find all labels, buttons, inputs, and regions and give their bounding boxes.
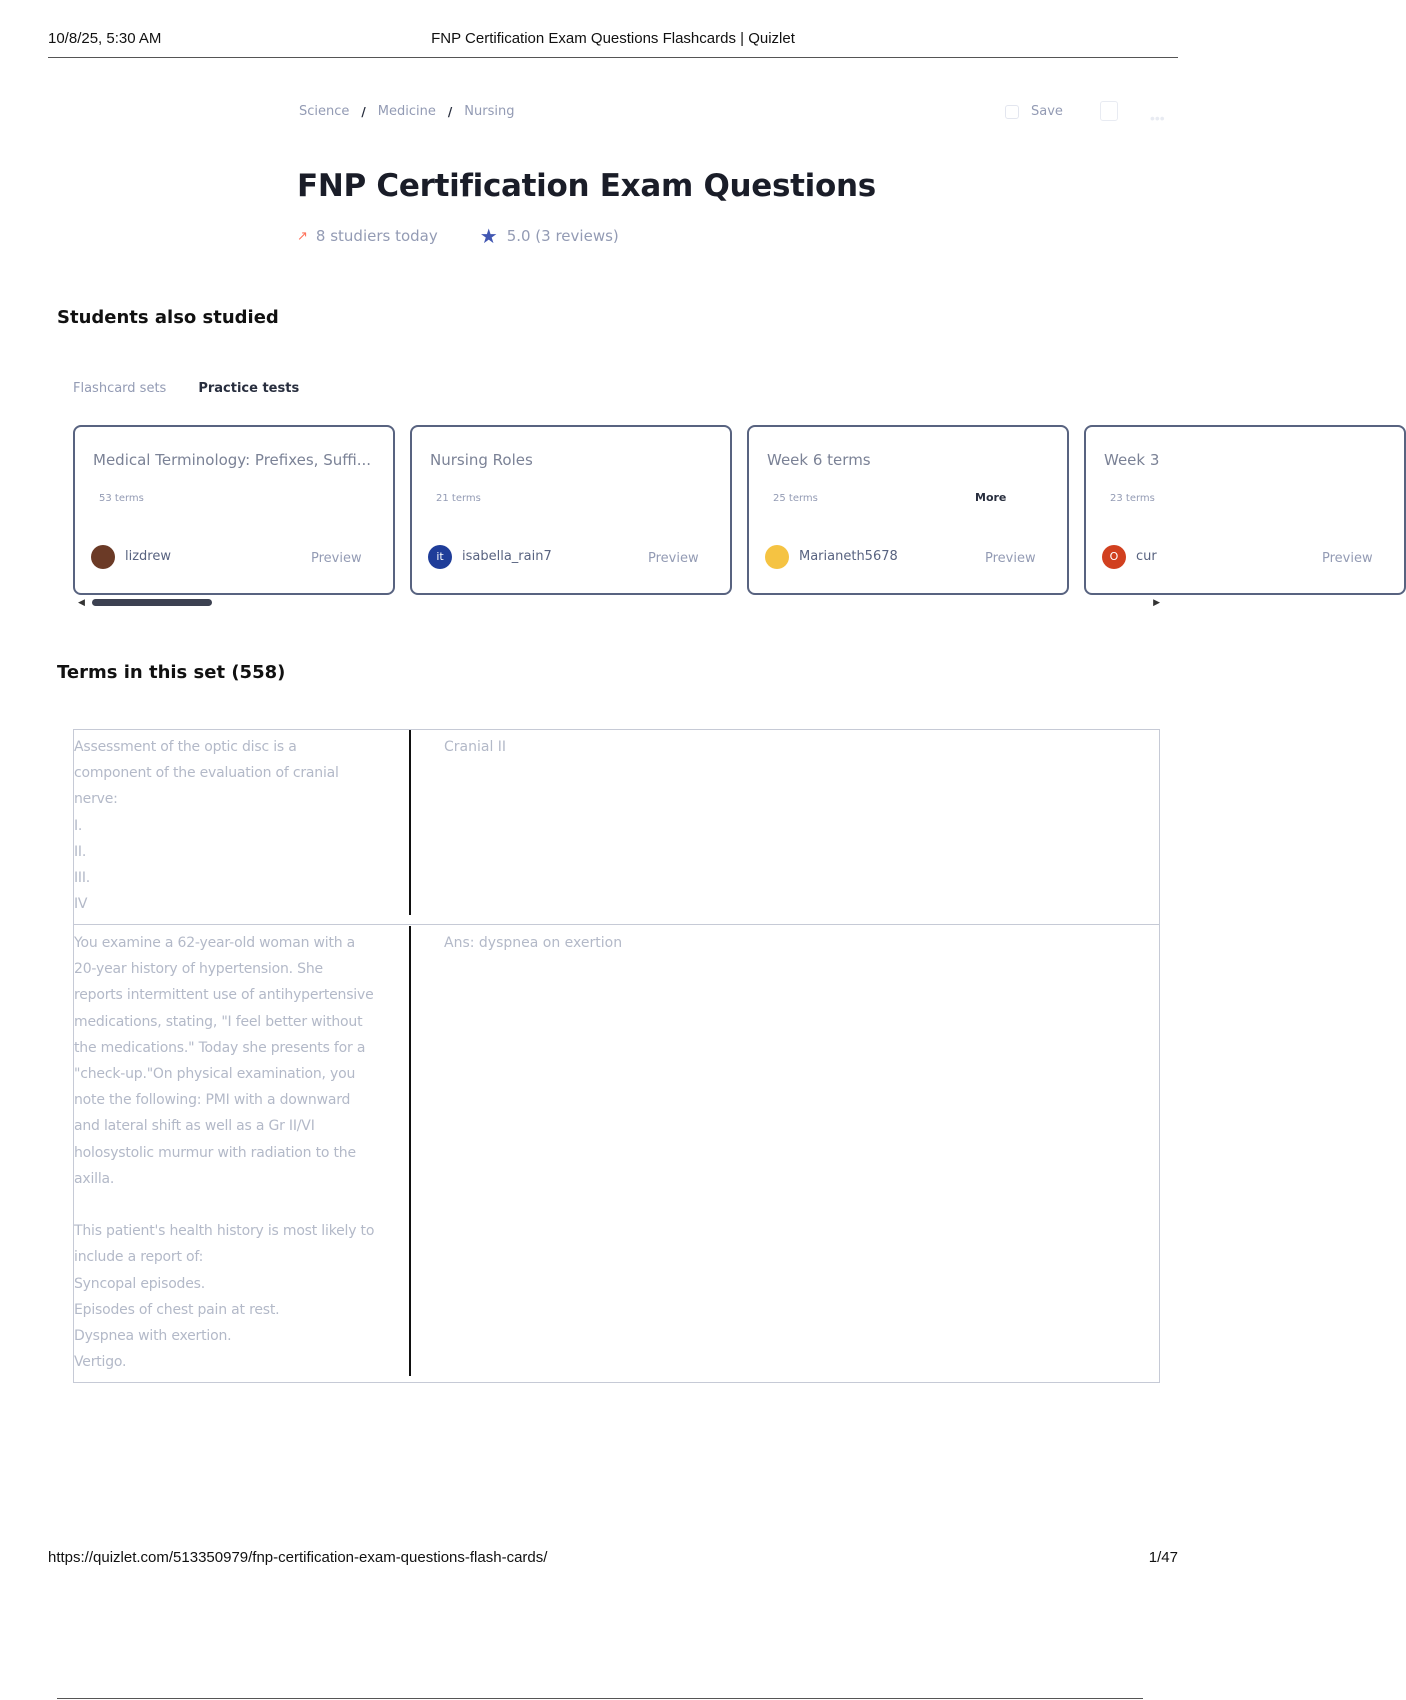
breadcrumb-link-medicine[interactable]: Medicine	[377, 104, 436, 119]
card-username[interactable]: Marianeth5678	[799, 549, 898, 564]
breadcrumb-separator: /	[361, 104, 366, 119]
study-set-card[interactable]	[73, 425, 395, 595]
preview-button[interactable]: Preview	[311, 551, 362, 566]
card-term-count: 21 terms	[436, 493, 481, 504]
card-title: Week 3	[1104, 451, 1160, 469]
card-term-count: 23 terms	[1110, 493, 1155, 504]
save-label: Save	[1031, 104, 1063, 119]
term-back: Cranial II	[444, 739, 507, 755]
bookmark-icon	[1005, 105, 1019, 119]
star-icon: ★	[479, 224, 498, 248]
tab-practice-tests[interactable]: Practice tests	[198, 381, 300, 396]
bottom-divider	[57, 1698, 1143, 1699]
preview-button[interactable]: Preview	[985, 551, 1036, 566]
scroll-left-arrow-icon[interactable]: ◀	[78, 597, 85, 607]
study-set-card[interactable]	[410, 425, 732, 595]
tab-flashcard-sets[interactable]: Flashcard sets	[73, 381, 167, 396]
print-page-number: 1/47	[1148, 1549, 1178, 1566]
avatar: it	[428, 545, 452, 569]
card-title: Nursing Roles	[430, 451, 533, 469]
card-title: Week 6 terms	[767, 451, 871, 469]
avatar	[91, 545, 115, 569]
term-row	[74, 730, 1159, 925]
breadcrumb-separator: /	[447, 104, 453, 119]
card-term-count: 25 terms	[773, 493, 818, 504]
carousel-scrollbar[interactable]	[78, 598, 1160, 608]
set-stats	[297, 226, 619, 246]
terms-list	[73, 729, 1160, 1383]
avatar	[765, 545, 789, 569]
term-row	[74, 926, 1159, 1382]
print-header	[48, 28, 1178, 58]
card-username[interactable]: cur	[1136, 549, 1157, 564]
rating-text[interactable]: 5.0 (3 reviews)	[506, 227, 619, 245]
term-back: Ans: dyspnea on exertion	[444, 935, 623, 951]
print-date: 10/8/25, 5:30 AM	[48, 30, 162, 47]
breadcrumb-link-science[interactable]: Science	[299, 104, 350, 119]
avatar: O	[1102, 545, 1126, 569]
preview-button[interactable]: Preview	[1322, 551, 1373, 566]
scrollbar-thumb[interactable]	[92, 599, 212, 606]
term-front: Assessment of the optic disc is a component of the evaluation of cranial nerve: I. II. III. IV	[74, 730, 411, 915]
page-title: FNP Certification Exam Questions	[297, 168, 876, 204]
section-heading-terms: Terms in this set (558)	[57, 662, 286, 683]
studiers-count: 8 studiers today	[315, 227, 438, 245]
section-heading-also-studied: Students also studied	[57, 307, 279, 328]
card-title: Medical Terminology: Prefixes, Suffi...	[93, 451, 372, 469]
more-icon[interactable]: •••	[1150, 110, 1165, 126]
also-studied-tabs	[73, 381, 299, 396]
study-set-card[interactable]	[1084, 425, 1406, 595]
trending-icon: ↗	[297, 228, 308, 244]
term-front: You examine a 62-year-old woman with a 20-year history of hypertension. She reports intermittent use of antihypertensive medications, stating, "I feel better without the medications." Today she presents for a "check-up."On physical examination, you note the following: PMI with a downward and lateral shift as well as a Gr II/VI holosystolic murmur with radiation to the axilla. This patient's health history is most likely to include a report of: Syncopal episodes. Episodes of chest pain at rest. Dyspnea with exertion. Vertigo.	[74, 926, 411, 1376]
print-url: https://quizlet.com/513350979/fnp-certification-exam-questions-flash-cards/	[48, 1549, 548, 1566]
more-button[interactable]: More	[975, 491, 1007, 504]
study-set-card[interactable]	[747, 425, 1069, 595]
scroll-right-arrow-icon[interactable]: ▶	[1153, 597, 1160, 607]
save-button[interactable]	[1005, 104, 1063, 119]
breadcrumb	[299, 104, 514, 119]
card-username[interactable]: isabella_rain7	[462, 549, 552, 564]
preview-button[interactable]: Preview	[648, 551, 699, 566]
breadcrumb-link-nursing[interactable]: Nursing	[464, 104, 515, 119]
share-icon[interactable]	[1100, 101, 1118, 121]
card-term-count: 53 terms	[99, 493, 144, 504]
print-document-title: FNP Certification Exam Questions Flashcards | Quizlet	[431, 30, 795, 47]
study-set-carousel	[73, 424, 1373, 599]
card-username[interactable]: lizdrew	[125, 549, 171, 564]
